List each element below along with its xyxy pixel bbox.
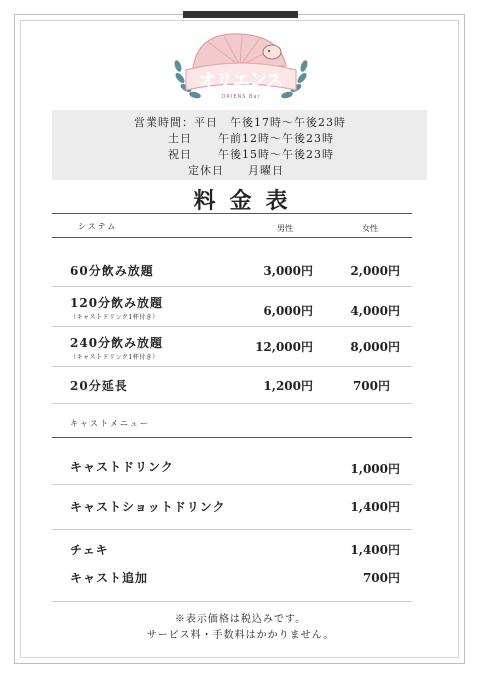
cast-item-price: 1,000円 bbox=[350, 462, 400, 476]
system-item-name: 120分飲み放題 bbox=[70, 296, 164, 310]
hours-label-weekday: 営業時間：平日 bbox=[134, 116, 218, 129]
system-item-name: 240分飲み放題 bbox=[70, 336, 164, 350]
system-item-note: （キャストドリンク1杯付き） bbox=[70, 314, 159, 321]
logo-subtitle: ORIENS Bar bbox=[221, 94, 261, 100]
female-price: 700円 bbox=[352, 379, 390, 393]
divider bbox=[52, 213, 412, 214]
hours-label-closed: 定休日 bbox=[188, 164, 224, 177]
tax-note: ※表示価格は税込みです。 bbox=[174, 614, 307, 625]
divider bbox=[52, 601, 412, 602]
cast-item-name: キャストショットドリンク bbox=[70, 500, 226, 514]
divider bbox=[52, 403, 412, 404]
hours-label-holiday: 祝日 bbox=[168, 148, 192, 161]
cast-item-price: 1,400円 bbox=[350, 543, 400, 557]
page-title: 料金表 bbox=[193, 188, 302, 214]
cast-item-name: チェキ bbox=[70, 543, 109, 557]
col-male-header: 男性 bbox=[277, 224, 293, 233]
cast-menu-heading: キャストメニュー bbox=[70, 419, 150, 428]
divider bbox=[52, 286, 412, 287]
system-heading: システム bbox=[78, 222, 118, 231]
divider bbox=[52, 437, 412, 438]
male-price: 12,000円 bbox=[255, 340, 313, 354]
hours-time-weekday: 午後17時～午後23時 bbox=[230, 116, 346, 129]
fee-note: サービス料・手数料はかかりません。 bbox=[146, 630, 335, 641]
system-item-name: 20分延長 bbox=[70, 379, 128, 393]
female-price: 2,000円 bbox=[350, 264, 400, 278]
divider bbox=[52, 529, 412, 530]
male-price: 6,000円 bbox=[263, 304, 313, 318]
oriens-logo bbox=[168, 26, 314, 106]
hours-time-holiday: 午後15時～午後23時 bbox=[218, 148, 334, 161]
cast-item-price: 700円 bbox=[362, 571, 400, 585]
male-price: 1,200円 bbox=[263, 379, 313, 393]
system-item-name: 60分飲み放題 bbox=[70, 264, 154, 278]
divider bbox=[52, 326, 412, 327]
divider bbox=[52, 237, 412, 238]
cast-item-name: キャスト追加 bbox=[70, 571, 149, 585]
cast-item-price: 1,400円 bbox=[350, 500, 400, 514]
male-price: 3,000円 bbox=[263, 264, 313, 278]
divider bbox=[52, 366, 412, 367]
top-tab-bar bbox=[183, 11, 298, 18]
business-hours-box bbox=[52, 110, 427, 180]
logo-title: オリエンス bbox=[198, 71, 284, 91]
system-item-note: （キャストドリンク1杯付き） bbox=[70, 354, 159, 361]
hours-time-weekend: 午前12時～午後23時 bbox=[218, 132, 334, 145]
hours-time-closed: 月曜日 bbox=[248, 164, 284, 177]
cast-item-name: キャストドリンク bbox=[70, 460, 174, 474]
female-price: 8,000円 bbox=[350, 340, 400, 354]
hours-label-weekend: 土日 bbox=[168, 132, 192, 145]
col-female-header: 女性 bbox=[362, 224, 378, 233]
female-price: 4,000円 bbox=[350, 304, 400, 318]
divider bbox=[52, 484, 412, 485]
